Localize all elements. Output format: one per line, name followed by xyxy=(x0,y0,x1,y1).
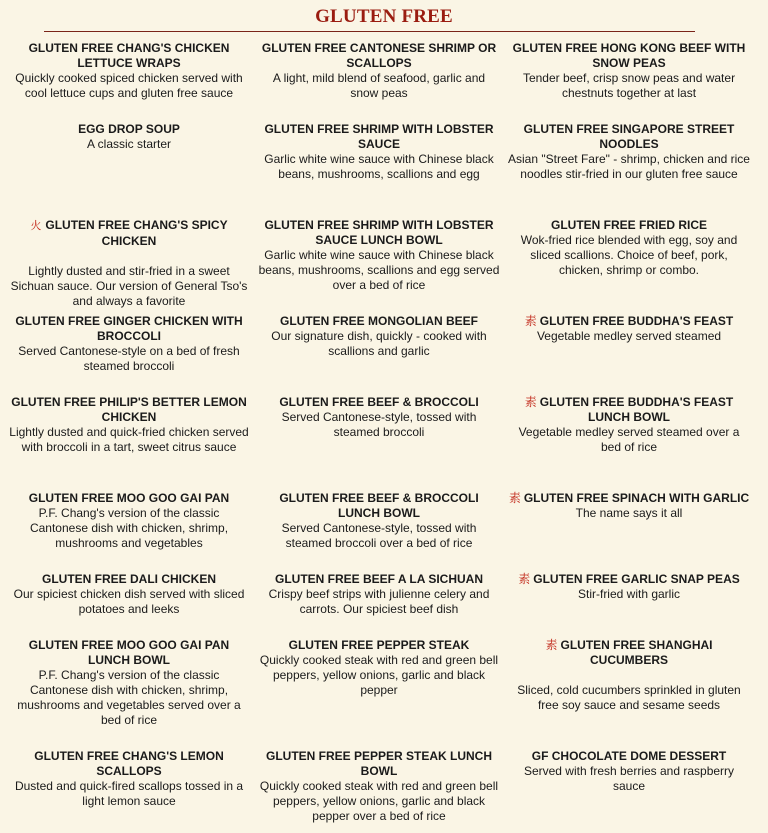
menu-item-description: Sliced, cold cucumbers sprinkled in gluten free soy sauce and sesame seeds xyxy=(517,683,741,712)
menu-item xyxy=(254,491,504,572)
menu-item-description: Served with fresh berries and raspberry sauce xyxy=(523,764,735,793)
menu-item-name: GLUTEN FREE SPINACH WITH GARLIC xyxy=(523,491,750,505)
menu-item-name: GLUTEN FREE PHILIP'S BETTER LEMON CHICKEN xyxy=(11,395,247,424)
menu-item-name-row xyxy=(508,572,750,587)
menu-item-name: GLUTEN FREE GINGER CHICKEN WITH BROCCOLI xyxy=(15,314,243,343)
menu-item-description: Wok-fried rice blended with egg, soy and sliced scallions. Choice of beef, pork, chicken, shrimp or combo. xyxy=(520,233,738,277)
menu-item-name: GLUTEN FREE BEEF & BROCCOLI LUNCH BOWL xyxy=(279,491,479,520)
menu-item-description: Lightly dusted and quick-fried chicken served with broccoli in a tart, sweet citrus sauce xyxy=(9,425,249,454)
menu-item xyxy=(4,122,254,218)
menu-item-name: GLUTEN FREE CHANG'S LEMON SCALLOPS xyxy=(34,749,224,778)
menu-grid xyxy=(4,41,754,833)
menu-item-name-row xyxy=(508,638,750,668)
menu-item xyxy=(4,314,254,395)
menu-item-name: GLUTEN FREE PEPPER STEAK xyxy=(288,638,470,652)
menu-item xyxy=(504,122,754,218)
menu-item-description: P.F. Chang's version of the classic Cantonese dish with chicken, shrimp, mushrooms and vegetables xyxy=(29,506,229,550)
menu-item-name: GF CHOCOLATE DOME DESSERT xyxy=(531,749,727,763)
menu-item xyxy=(4,41,254,122)
menu-item-name: GLUTEN FREE MOO GOO GAI PAN LUNCH BOWL xyxy=(28,638,230,667)
menu-item-name: GLUTEN FREE SHRIMP WITH LOBSTER SAUCE LUNCH BOWL xyxy=(264,218,494,247)
menu-item-name: GLUTEN FREE CANTONESE SHRIMP OR SCALLOPS xyxy=(261,41,497,70)
menu-item xyxy=(254,122,504,218)
menu-item xyxy=(4,218,254,314)
menu-item-name: GLUTEN FREE CHANG'S SPICY CHICKEN xyxy=(45,218,228,248)
menu-item xyxy=(4,749,254,833)
menu-item xyxy=(254,749,504,833)
menu-item xyxy=(504,638,754,749)
menu-item-name-row xyxy=(8,218,250,249)
menu-item-name: GLUTEN FREE BUDDHA'S FEAST LUNCH BOWL xyxy=(539,395,734,424)
menu-item xyxy=(4,638,254,749)
menu-item xyxy=(504,749,754,833)
vegetarian-icon: 素 xyxy=(524,314,537,328)
menu-item-description: P.F. Chang's version of the classic Cantonese dish with chicken, shrimp, mushrooms and vegetables served over a bed of rice xyxy=(17,668,241,727)
menu-item xyxy=(504,218,754,314)
vegetarian-icon: 素 xyxy=(518,572,531,586)
menu-item-name: GLUTEN FREE BEEF & BROCCOLI xyxy=(279,395,479,409)
menu-item-name-row xyxy=(508,491,750,506)
menu-item-description: Lightly dusted and stir-fried in a sweet Sichuan sauce. Our version of General Tso's and always a favorite xyxy=(10,264,248,308)
menu-item-description: Stir-fried with garlic xyxy=(577,587,681,601)
menu-item xyxy=(4,491,254,572)
menu-item xyxy=(254,218,504,314)
menu-item-name-row xyxy=(508,395,750,425)
menu-item-description: Crispy beef strips with julienne celery and carrots. Our spiciest beef dish xyxy=(268,587,490,616)
menu-item xyxy=(4,572,254,638)
menu-item-description: Quickly cooked steak with red and green bell peppers, yellow onions, garlic and black pepper xyxy=(259,653,499,697)
spacer xyxy=(8,249,250,264)
title-divider xyxy=(44,31,695,32)
menu-item-description: Dusted and quick-fired scallops tossed in a light lemon sauce xyxy=(14,779,244,808)
menu-item xyxy=(254,41,504,122)
menu-item xyxy=(504,491,754,572)
menu-item-description: Tender beef, crisp snow peas and water chestnuts together at last xyxy=(522,71,736,100)
menu-item-description: The name says it all xyxy=(575,506,683,520)
menu-item xyxy=(504,41,754,122)
menu-item-name: GLUTEN FREE FRIED RICE xyxy=(550,218,707,232)
menu-item-description: Our signature dish, quickly - cooked with scallions and garlic xyxy=(271,329,487,358)
section-title: GLUTEN FREE xyxy=(315,6,453,27)
menu-item-name: GLUTEN FREE SHRIMP WITH LOBSTER SAUCE xyxy=(264,122,494,151)
menu-item xyxy=(504,572,754,638)
menu-item-name: GLUTEN FREE PEPPER STEAK LUNCH BOWL xyxy=(265,749,493,778)
menu-item-description: Quickly cooked steak with red and green bell peppers, yellow onions, garlic and black pepper over a bed of rice xyxy=(259,779,499,823)
menu-item-name: GLUTEN FREE GARLIC SNAP PEAS xyxy=(533,572,740,586)
menu-item-name: GLUTEN FREE CHANG'S CHICKEN LETTUCE WRAPS xyxy=(28,41,230,70)
menu-item-name: GLUTEN FREE MOO GOO GAI PAN xyxy=(28,491,230,505)
menu-item-description: Our spiciest chicken dish served with sliced potatoes and leeks xyxy=(13,587,245,616)
menu-item xyxy=(254,395,504,491)
menu-item xyxy=(4,395,254,491)
menu-item-description: Served Cantonese-style, tossed with steamed broccoli xyxy=(281,410,477,439)
menu-item-description: Vegetable medley served steamed over a bed of rice xyxy=(518,425,740,454)
menu-item-name: GLUTEN FREE BEEF A LA SICHUAN xyxy=(274,572,483,586)
vegetarian-icon: 素 xyxy=(524,395,537,409)
menu-item-description: Served Cantonese-style, tossed with steamed broccoli over a bed of rice xyxy=(281,521,477,550)
menu-item-description: A classic starter xyxy=(86,137,172,151)
menu-item-description: Served Cantonese-style on a bed of fresh steamed broccoli xyxy=(18,344,240,373)
vegetarian-icon: 素 xyxy=(545,638,558,652)
vegetarian-icon: 素 xyxy=(508,491,521,505)
menu-item-description: Vegetable medley served steamed xyxy=(536,329,722,343)
menu-item-description: A light, mild blend of seafood, garlic and snow peas xyxy=(272,71,486,100)
menu-item-name: GLUTEN FREE SHANGHAI CUCUMBERS xyxy=(560,638,713,667)
menu-item-name: GLUTEN FREE DALI CHICKEN xyxy=(42,572,216,586)
menu-item xyxy=(254,572,504,638)
menu-item-description: Garlic white wine sauce with Chinese black beans, mushrooms, scallions and egg served over a bed of rice xyxy=(258,248,500,292)
menu-item-name-row xyxy=(508,314,750,329)
menu-item-description: Quickly cooked spiced chicken served with cool lettuce cups and gluten free sauce xyxy=(15,71,243,100)
menu-item-name: EGG DROP SOUP xyxy=(78,122,180,136)
menu-item-name: GLUTEN FREE BUDDHA'S FEAST xyxy=(539,314,734,328)
menu-item-description: Garlic white wine sauce with Chinese black beans, mushrooms, scallions and egg xyxy=(264,152,494,181)
menu-item xyxy=(504,314,754,395)
spacer xyxy=(508,668,750,683)
menu-item-description: Asian "Street Fare" - shrimp, chicken and rice noodles stir-fried in our gluten free sauce xyxy=(508,152,750,181)
menu-item-name: GLUTEN FREE SINGAPORE STREET NOODLES xyxy=(523,122,735,151)
menu-item xyxy=(504,395,754,491)
spicy-icon: 火 xyxy=(30,220,42,232)
menu-item-name: GLUTEN FREE HONG KONG BEEF WITH SNOW PEAS xyxy=(512,41,746,70)
menu-item xyxy=(254,314,504,395)
menu-item-name: GLUTEN FREE MONGOLIAN BEEF xyxy=(280,314,478,328)
menu-item xyxy=(254,638,504,749)
